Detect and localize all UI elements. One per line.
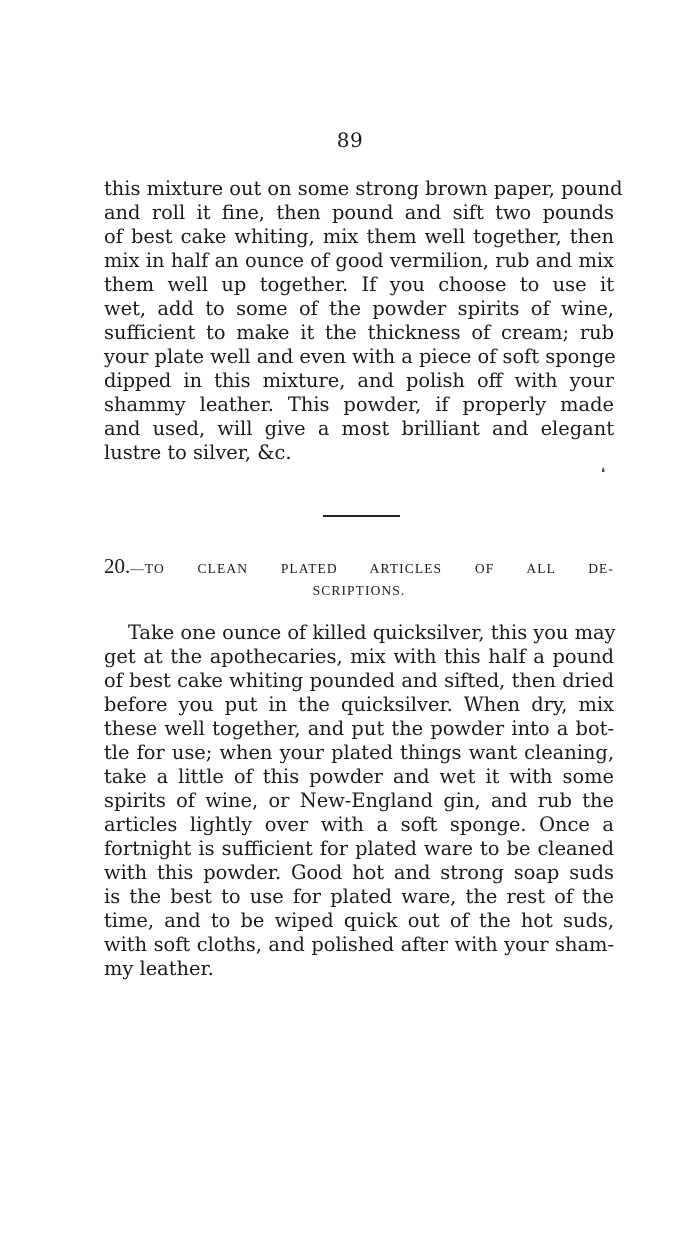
text-line: these well together, and put the powder into a bot- — [104, 717, 614, 740]
text-line: shammy leather. This powder, if properly made — [104, 393, 614, 416]
text-line: my leather. — [104, 957, 214, 980]
text-line: with this powder. Good hot and strong soap suds — [104, 861, 614, 884]
section-heading — [104, 554, 614, 602]
section-title-part-2: SCRIPTIONS. — [312, 583, 406, 598]
text-line: of best cake whiting pounded and sifted, then dried — [104, 669, 614, 692]
text-line: this mixture out on some strong brown paper, pound — [104, 177, 623, 200]
text-line: articles lightly over with a soft sponge. Once a — [104, 813, 614, 836]
text-line: mix in half an ounce of good vermilion, rub and mix — [104, 249, 614, 272]
text-line: is the best to use for plated ware, the rest of the — [104, 885, 614, 908]
paragraph-section-20 — [104, 621, 614, 981]
text-line: them well up together. If you choose to use it — [104, 273, 614, 296]
section-divider — [323, 515, 400, 517]
section-heading-line-1 — [104, 554, 614, 578]
text-line: take a little of this powder and wet it with some — [104, 765, 614, 788]
text-line: and roll it fine, then pound and sift two pounds — [104, 201, 614, 224]
text-line: with soft cloths, and polished after with your sham- — [104, 933, 614, 956]
text-line: dipped in this mixture, and polish off with your — [104, 369, 614, 392]
text-line: spirits of wine, or New-England gin, and rub the — [104, 789, 614, 812]
text-line: lustre to silver, &c. — [104, 441, 292, 464]
ink-speck: ❛ — [601, 466, 606, 481]
text-line: sufficient to make it the thickness of cream; rub — [104, 321, 614, 344]
text-line: fortnight is sufficient for plated ware to be cleaned — [104, 837, 614, 860]
text-line: get at the apothecaries, mix with this half a pound — [104, 645, 614, 668]
text-line: time, and to be wiped quick out of the hot suds, — [104, 909, 614, 932]
text-line: wet, add to some of the powder spirits of wine, — [104, 297, 614, 320]
text-line: Take one ounce of killed quicksilver, this you may — [128, 621, 616, 644]
section-title-part-1: —TO CLEAN PLATED ARTICLES OF ALL DE- — [130, 561, 614, 576]
text-line: tle for use; when your plated things want cleaning, — [104, 741, 614, 764]
paragraph-continued — [104, 177, 623, 465]
text-line: before you put in the quicksilver. When dry, mix — [104, 693, 614, 716]
text-line: and used, will give a most brilliant and elegant — [104, 417, 614, 440]
text-line: your plate well and even with a piece of soft sponge — [104, 345, 616, 368]
text-line: of best cake whiting, mix them well together, then — [104, 225, 614, 248]
section-number: 20. — [104, 554, 131, 578]
page-number: 89 — [336, 128, 364, 152]
